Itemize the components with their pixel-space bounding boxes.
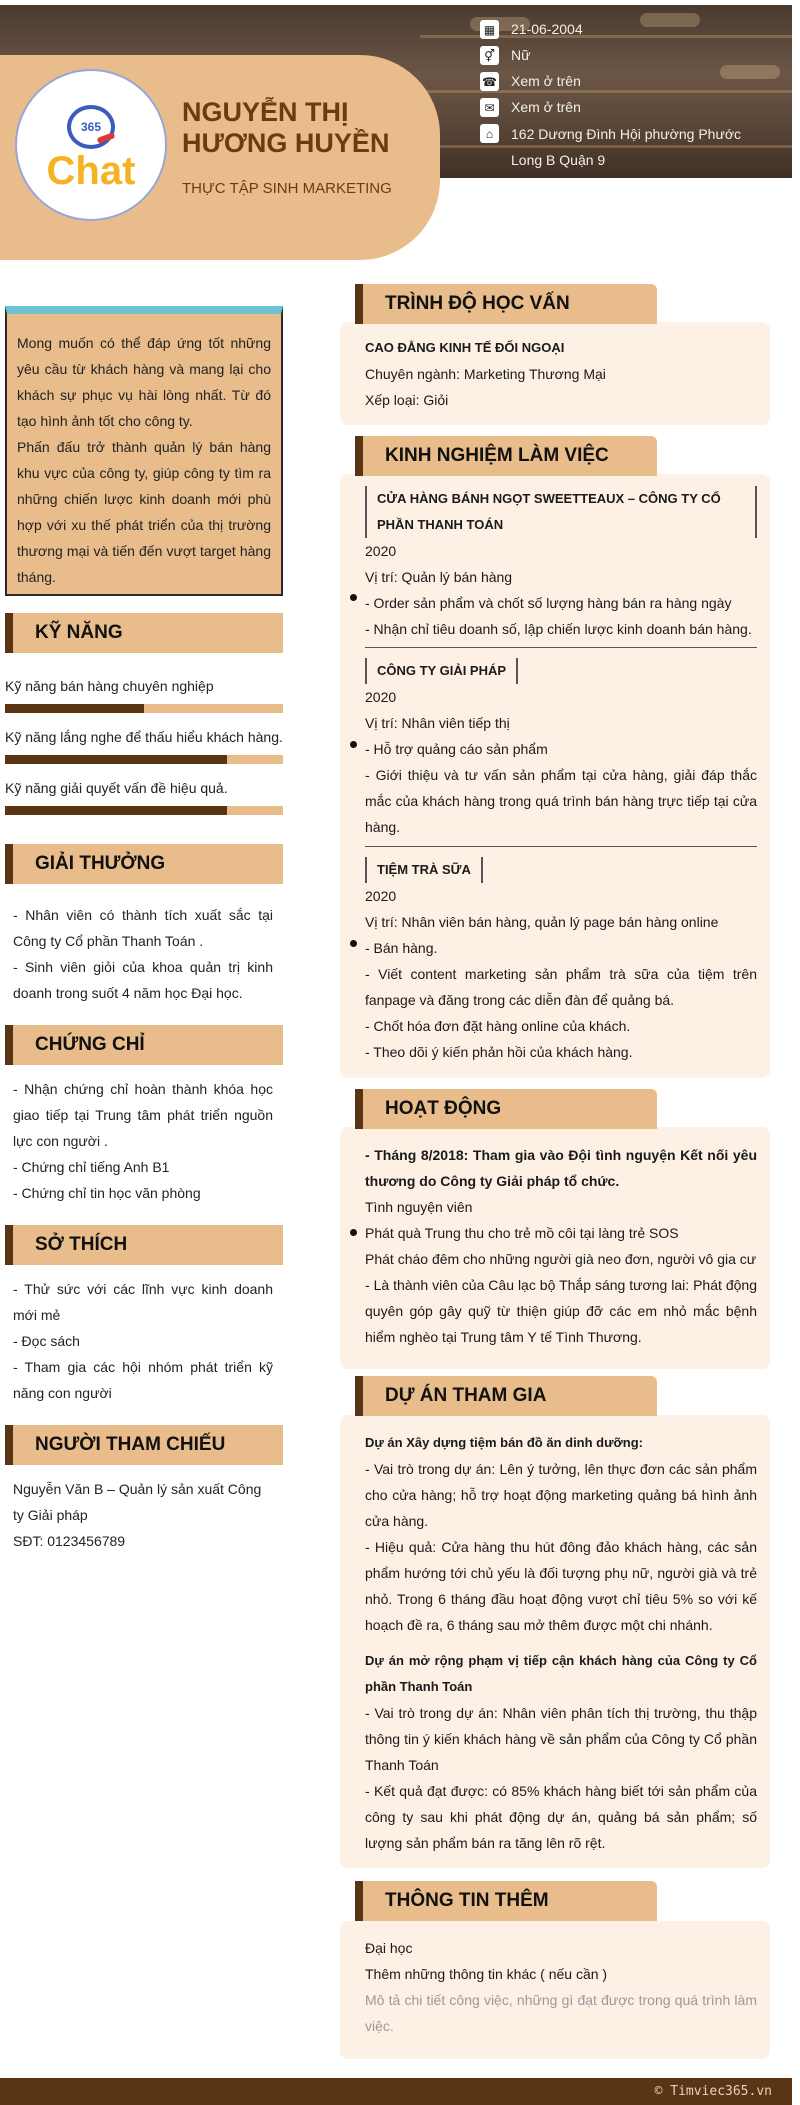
skill-bar [5, 755, 283, 764]
phone-icon: ☎ [480, 72, 499, 91]
gender-icon: ⚥ [480, 46, 499, 65]
location-icon: ⌂ [480, 124, 499, 143]
reference-item: SĐT: 0123456789 [13, 1533, 126, 1549]
activity-item: Phát quà Trung thu cho trẻ mồ côi tại làng trẻ SOS [365, 1225, 679, 1241]
projects-heading: DỰ ÁN THAM GIA [355, 1376, 657, 1416]
hobby-item: - Tham gia các hội nhóm phát triển kỹ năng con người [13, 1359, 273, 1401]
bullet-dot [350, 594, 357, 601]
certificate-item: - Chứng chỉ tiếng Anh B1 [13, 1159, 170, 1175]
award-item: - Sinh viên giỏi của khoa quản trị kinh doanh trong suốt 4 năm học Đại học. [13, 959, 273, 1001]
project-detail: - Kết quả đạt được: có 85% khách hàng biết tới sản phẩm của công ty sau khi phát động dự án, quảng bá sản phẩm; số lượng sản phẩm bán ra tăng lên rõ rệt. [365, 1783, 757, 1851]
gender-value: Nữ [511, 47, 531, 63]
skill-bar-fill [5, 704, 144, 713]
job-year: 2020 [365, 543, 397, 559]
job-position: Vị trí: Nhân viên bán hàng, quản lý page bán hàng online [365, 914, 719, 930]
projects-content [365, 1430, 757, 1856]
candidate-job-title: THỰC TẬP SINH MARKETING [182, 180, 392, 197]
job-position: Vị trí: Quản lý bán hàng [365, 569, 513, 585]
bullet-dot [350, 1229, 357, 1236]
references-heading: NGƯỜI THAM CHIẾU [5, 1425, 283, 1465]
birthday-value: 21-06-2004 [511, 21, 583, 37]
extra-info-placeholder[interactable]: Mô tả chi tiết công việc, những gì đạt được trong quá trình làm việc. [365, 1992, 757, 2034]
skill-label: Kỹ năng giải quyết vấn đề hiệu quả. [5, 780, 228, 796]
job-divider [365, 647, 757, 648]
avatar-badge: 365 [80, 120, 102, 134]
company-name: CÔNG TY GIẢI PHÁP [365, 658, 518, 684]
references-list [13, 1476, 273, 1554]
education-content [365, 335, 757, 413]
certificate-item: - Nhận chứng chỉ hoàn thành khóa học giao tiếp tại Trung tâm phát triển nguồn lực con người . [13, 1081, 273, 1149]
candidate-name: NGUYỄN THỊ HƯƠNG HUYỀN [182, 97, 390, 158]
contact-address [480, 124, 780, 173]
skill-label: Kỹ năng bán hàng chuyên nghiệp [5, 678, 214, 694]
hobbies-list [13, 1276, 273, 1406]
activity-item: - Là thành viên của Câu lạc bộ Thắp sáng tương lai: Phát động quyên góp gây quỹ từ thiện giúp đỡ các em nhỏ mắc bệnh hiểm nghèo tại Trung tâm Y tế Tình Thương. [365, 1277, 757, 1345]
job-position: Vị trí: Nhân viên tiếp thị [365, 715, 510, 731]
hobbies-heading: SỞ THÍCH [5, 1225, 283, 1265]
project-detail: - Vai trò trong dự án: Lên ý tưởng, lên thực đơn các sản phẩm cho cửa hàng; hỗ trợ hoạt động marketing quảng bá hình ảnh cửa hàng. [365, 1461, 757, 1529]
extra-info-heading: THÔNG TIN THÊM [355, 1881, 657, 1921]
job-duty: - Theo dõi ý kiến phản hồi của khách hàng. [365, 1044, 633, 1060]
awards-list [13, 902, 273, 1006]
job-duty: - Order sản phẩm và chốt số lượng hàng bán ra hàng ngày [365, 595, 732, 611]
activities-content [365, 1142, 757, 1350]
experience-job [365, 856, 757, 1065]
contact-gender [480, 46, 780, 72]
footer-brand[interactable]: © Timviec365.vn [654, 2084, 772, 2099]
job-duty: - Hỗ trợ quảng cáo sản phẩm [365, 741, 548, 757]
skill-bar-fill [5, 806, 227, 815]
job-divider [365, 846, 757, 847]
education-heading: TRÌNH ĐỘ HỌC VẤN [355, 284, 657, 324]
experience-heading: KINH NGHIỆM LÀM VIỆC [355, 436, 657, 476]
skill-bar-fill [5, 755, 227, 764]
contact-list [480, 20, 780, 173]
certificate-item: - Chứng chỉ tin học văn phòng [13, 1185, 201, 1201]
job-duty: - Viết content marketing sản phẩm trà sữa của tiệm trên fanpage và đăng trong các diễn đàn để quảng bá. [365, 966, 757, 1008]
skill-label: Kỹ năng lắng nghe để thấu hiểu khách hàng. [5, 729, 283, 745]
job-year: 2020 [365, 689, 397, 705]
bullet-dot [350, 940, 357, 947]
company-name: CỬA HÀNG BÁNH NGỌT SWEETTEAUX – CÔNG TY CỔ PHẦN THANH TOÁN [365, 486, 757, 538]
education-rank: Xếp loại: Giỏi [365, 392, 449, 408]
phone-value[interactable]: Xem ở trên [511, 73, 581, 89]
hobby-item: - Đọc sách [13, 1333, 80, 1349]
extra-info-content [365, 1935, 757, 2039]
education-major: Chuyên ngành: Marketing Thương Mại [365, 366, 606, 382]
extra-info-item: Đại học [365, 1940, 413, 1956]
objective-paragraph: Phấn đấu trở thành quản lý bán hàng khu vực của công ty, giúp công ty tìm ra những chiến lược kinh doanh mới phù hợp với xu thế phát triển của thị trường thương mại và tiến đến vượt target hàng tháng. [17, 439, 271, 585]
avatar-label: Chat [46, 149, 136, 193]
address-value: 162 Dương Đình Hội phường Phước Long B Quận 9 [511, 126, 741, 168]
job-year: 2020 [365, 888, 397, 904]
contact-birthday [480, 20, 780, 46]
experience-job [365, 486, 757, 642]
project-detail: - Hiệu quả: Cửa hàng thu hút đông đảo khách hàng, các sản phẩm hướng tới chủ yếu là đối tượng phụ nữ, người già và trẻ nhỏ. Trong 6 tháng đầu hoạt động vượt chỉ tiêu 5% so với kế hoạch đề ra, 6 tháng sau mở thêm được một chi nhánh. [365, 1539, 757, 1633]
activity-role: Tình nguyện viên [365, 1199, 473, 1215]
career-objective [5, 306, 283, 596]
activity-heading: - Tháng 8/2018: Tham gia vào Đội tình nguyện Kết nối yêu thương do Công ty Giải pháp tổ chức. [365, 1147, 757, 1189]
award-item: - Nhân viên có thành tích xuất sắc tại Công ty Cổ phần Thanh Toán . [13, 907, 273, 949]
contact-phone [480, 72, 780, 98]
avatar [15, 69, 167, 221]
job-duty: - Bán hàng. [365, 940, 438, 956]
experience-job [365, 657, 757, 840]
awards-heading: GIẢI THƯỞNG [5, 844, 283, 884]
chat-logo-icon [67, 105, 115, 149]
skill-bar [5, 704, 283, 713]
bullet-dot [350, 741, 357, 748]
certificates-list [13, 1076, 273, 1206]
objective-paragraph: Mong muốn có thể đáp ứng tốt những yêu cầu từ khách hàng và mang lại cho khách sự phục vụ hài lòng nhất. Từ đó tạo hình ảnh tốt cho công ty. [17, 335, 271, 429]
job-duty: - Nhận chỉ tiêu doanh số, lập chiến lược kinh doanh bán hàng. [365, 621, 752, 637]
email-icon: ✉ [480, 98, 499, 117]
job-duty: - Chốt hóa đơn đặt hàng online của khách. [365, 1018, 631, 1034]
extra-info-item: Thêm những thông tin khác ( nếu cần ) [365, 1966, 608, 1982]
project-detail: - Vai trò trong dự án: Nhân viên phân tích thị trường, thu thập thông tin ý kiến khách hàng về sản phẩm của Công ty Cổ phần Thanh Toán [365, 1705, 757, 1773]
hobby-item: - Thử sức với các lĩnh vực kinh doanh mới mẻ [13, 1281, 273, 1323]
skills-heading: KỸ NĂNG [5, 613, 283, 653]
email-value[interactable]: Xem ở trên [511, 99, 581, 115]
certificates-heading: CHỨNG CHỈ [5, 1025, 283, 1065]
job-duty: - Giới thiệu và tư vấn sản phẩm tại cửa hàng, giải đáp thắc mắc của khách hàng trong quá trình bán hàng trực tiếp tại cửa hàng. [365, 767, 757, 835]
activities-heading: HOẠT ĐỘNG [355, 1089, 657, 1129]
footer-bar [0, 2078, 792, 2105]
reference-item: Nguyễn Văn B – Quản lý sản xuất Công ty Giải pháp [13, 1481, 262, 1523]
calendar-icon: ▦ [480, 20, 499, 39]
skill-bar [5, 806, 283, 815]
project-name: Dự án mở rộng phạm vị tiếp cận khách hàng của Công ty Cổ phần Thanh Toán [365, 1653, 757, 1694]
school-name: CAO ĐẲNG KINH TẾ ĐỐI NGOẠI [365, 340, 565, 355]
activity-item: Phát cháo đêm cho những người già neo đơn, người vô gia cư [365, 1251, 757, 1267]
company-name: TIỆM TRÀ SỮA [365, 857, 483, 883]
project-name: Dự án Xây dựng tiệm bán đồ ăn dinh dưỡng: [365, 1435, 643, 1450]
